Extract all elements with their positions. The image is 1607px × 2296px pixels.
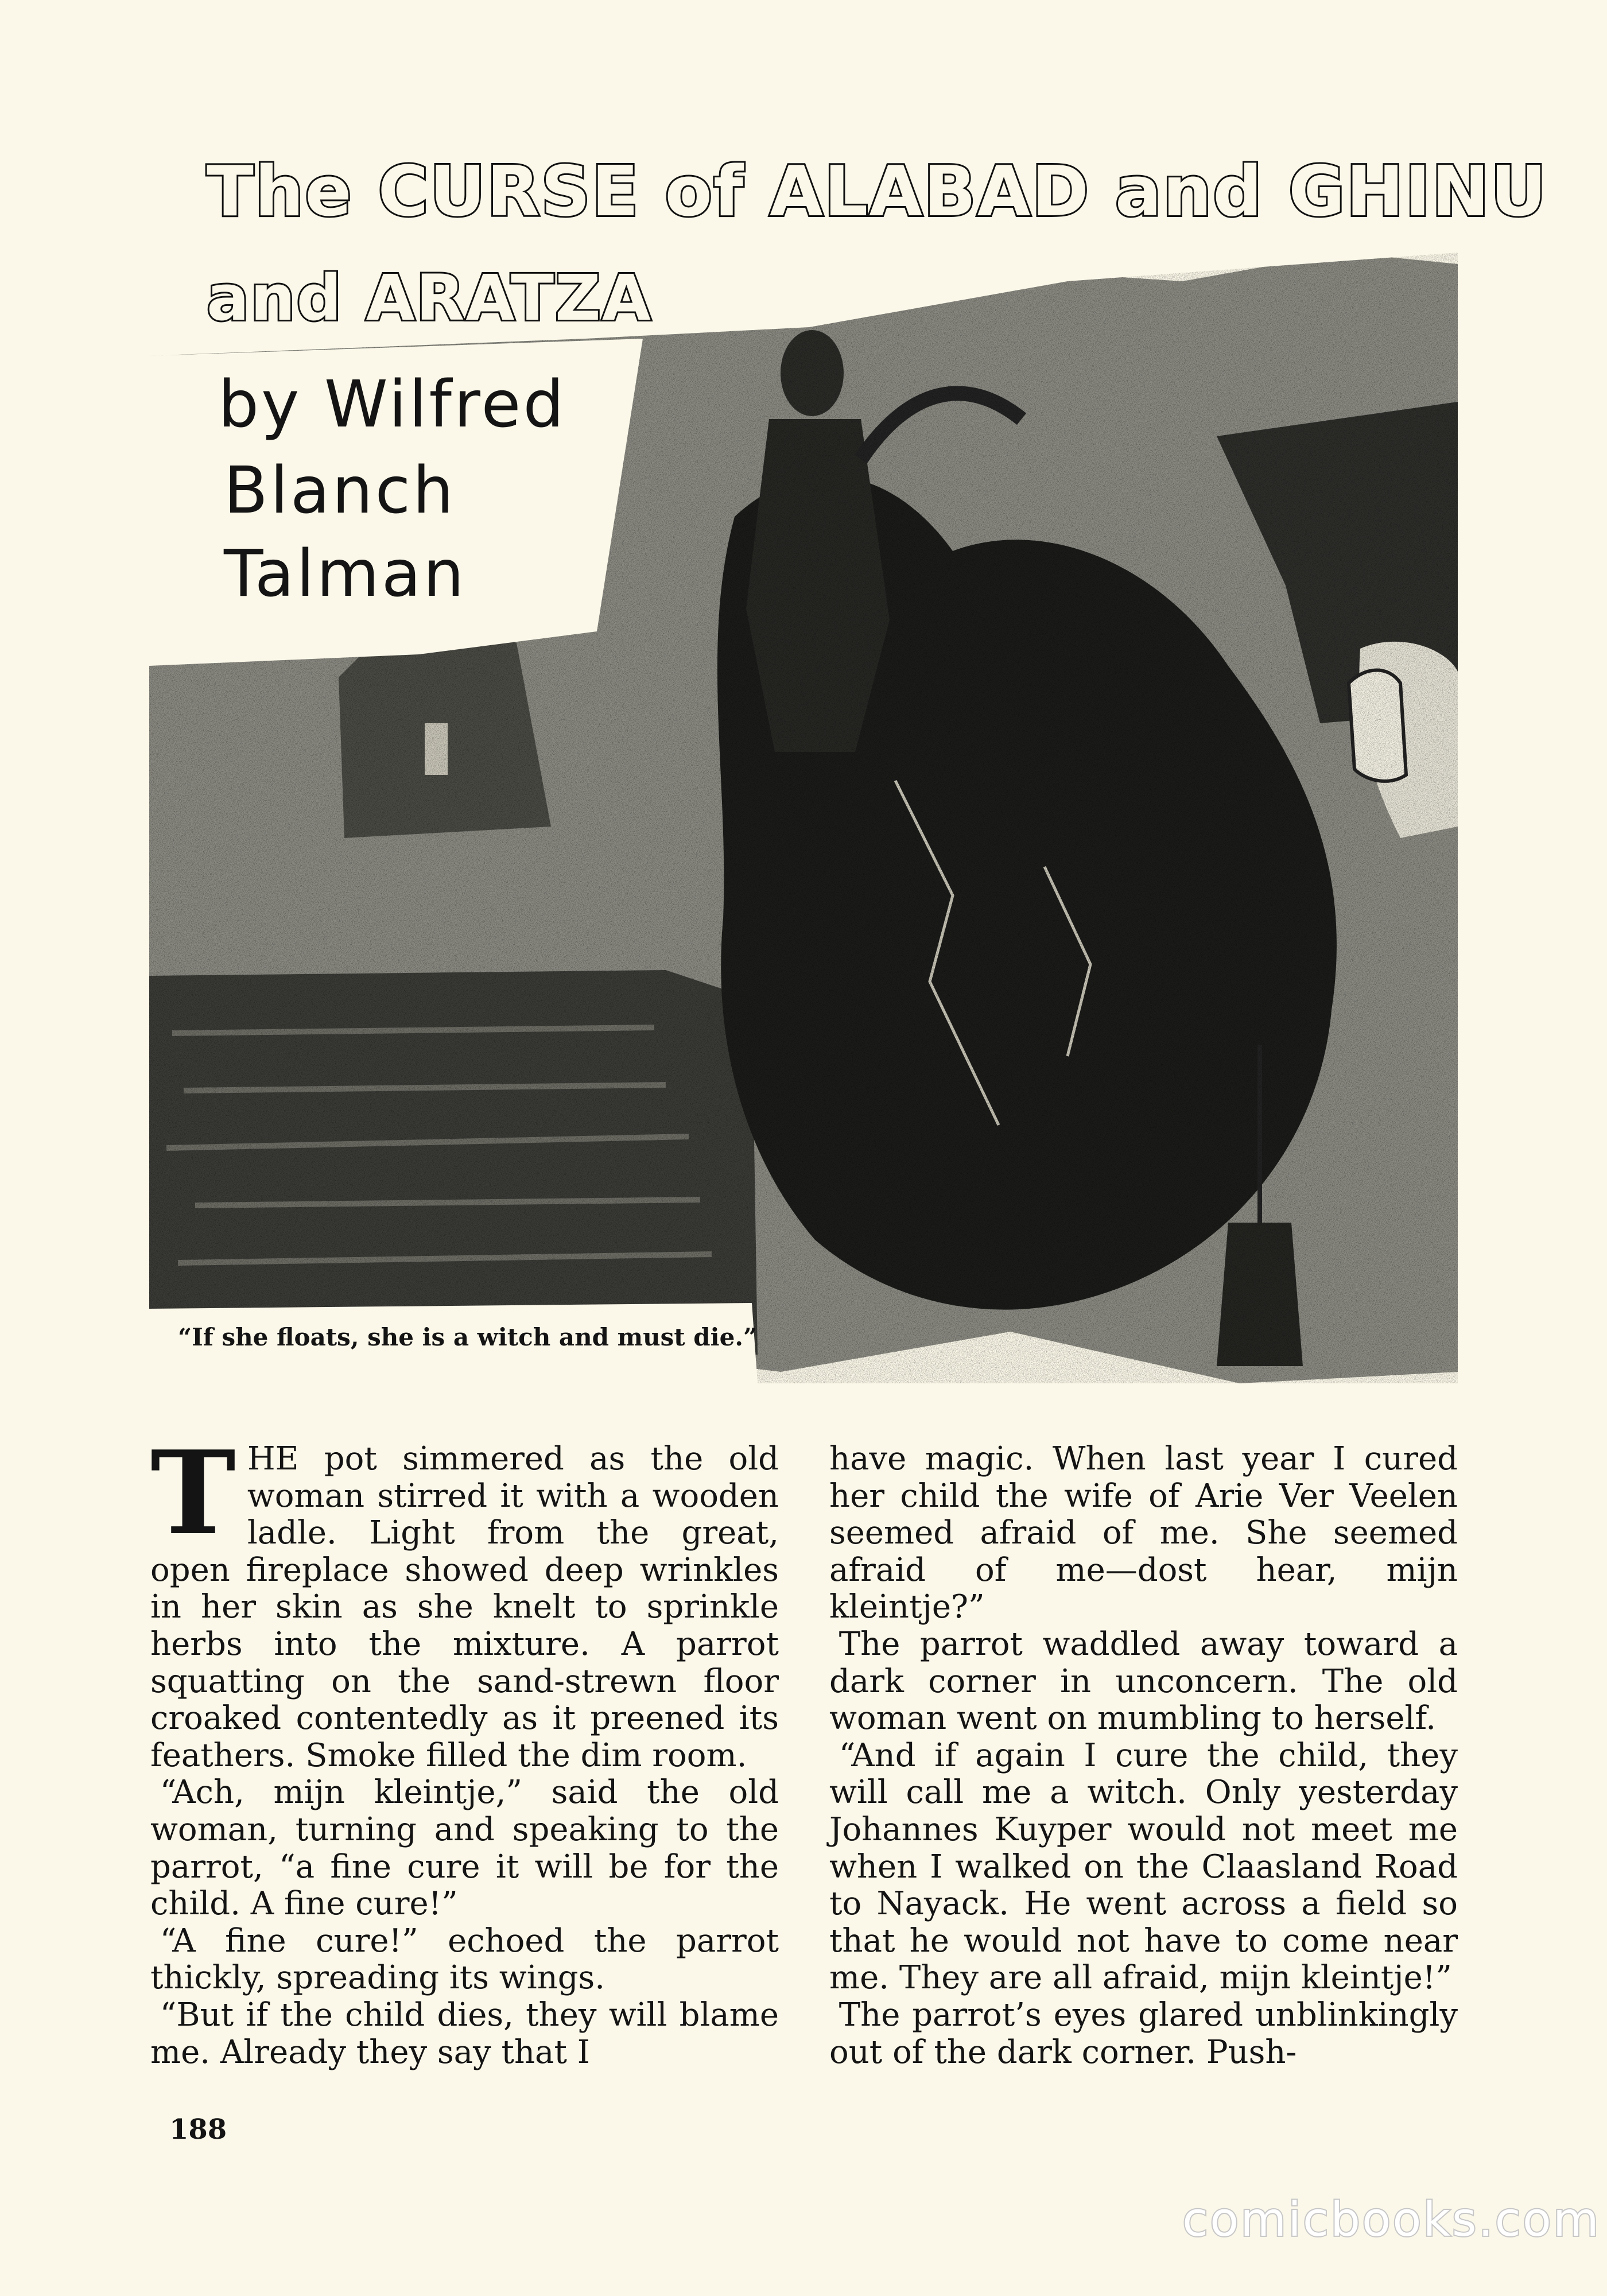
text-column-left bbox=[150, 1426, 779, 2071]
paragraph: The parrot’s eyes glared unblinkingly out of the dark corner. Push- bbox=[829, 1996, 1458, 2071]
byline-author-middle: Blanch bbox=[224, 453, 456, 528]
text-column-right bbox=[829, 1441, 1458, 2071]
byline-author-first: by Wilfred bbox=[218, 367, 566, 442]
paragraph: The parrot waddled away toward a dark corner in unconcern. The old woman went on mumbling to herself. bbox=[829, 1625, 1458, 1737]
site-watermark: comicbooks.com bbox=[1182, 2193, 1601, 2247]
story-title-line-2: and ARATZA bbox=[207, 261, 652, 335]
byline-author-last: Talman bbox=[224, 537, 467, 611]
story-title-line-1: The CURSE of ALABAD and GHINU bbox=[207, 152, 1548, 232]
paragraph: “But if the child dies, they will blame me. Already they say that I bbox=[150, 1996, 779, 2071]
paragraph bbox=[150, 1426, 779, 1774]
drop-cap: T bbox=[150, 1426, 236, 1561]
paragraph: “A fine cure!” echoed the parrot thickly, spreading its wings. bbox=[150, 1922, 779, 1997]
paragraph: have magic. When last year I cured her child the wife of Arie Ver Veelen seemed afraid of me. She seemed afraid of me—dost hear, mijn kleintje?” bbox=[829, 1440, 1458, 1626]
paragraph: “And if again I cure the child, they will call me a witch. Only yesterday Johannes Kuyper would not meet me when I walked on the Claasland Road to Nayack. He went across a field so that he would not have to come near me. They are all afraid, mijn kleintje!” bbox=[829, 1736, 1458, 1997]
paragraph: “Ach, mijn kleintje,” said the old woman, turning and speaking to the parrot, “a fine cure it will be for the child. A fine cure!” bbox=[150, 1774, 779, 1923]
illustration-caption: “If she floats, she is a witch and must die.” bbox=[178, 1323, 758, 1351]
paragraph-text: HE pot simmered as the old woman stirred it with a wooden ladle. Light from the great, open fireplace showed deep wrinkles in her skin as she knelt to sprinkle herbs into the mixture. A parrot squatting on the sand-strewn floor croaked contentedly as it preened its feathers. Smoke filled the dim room. bbox=[150, 1440, 779, 1774]
page-number: 188 bbox=[169, 2113, 227, 2146]
